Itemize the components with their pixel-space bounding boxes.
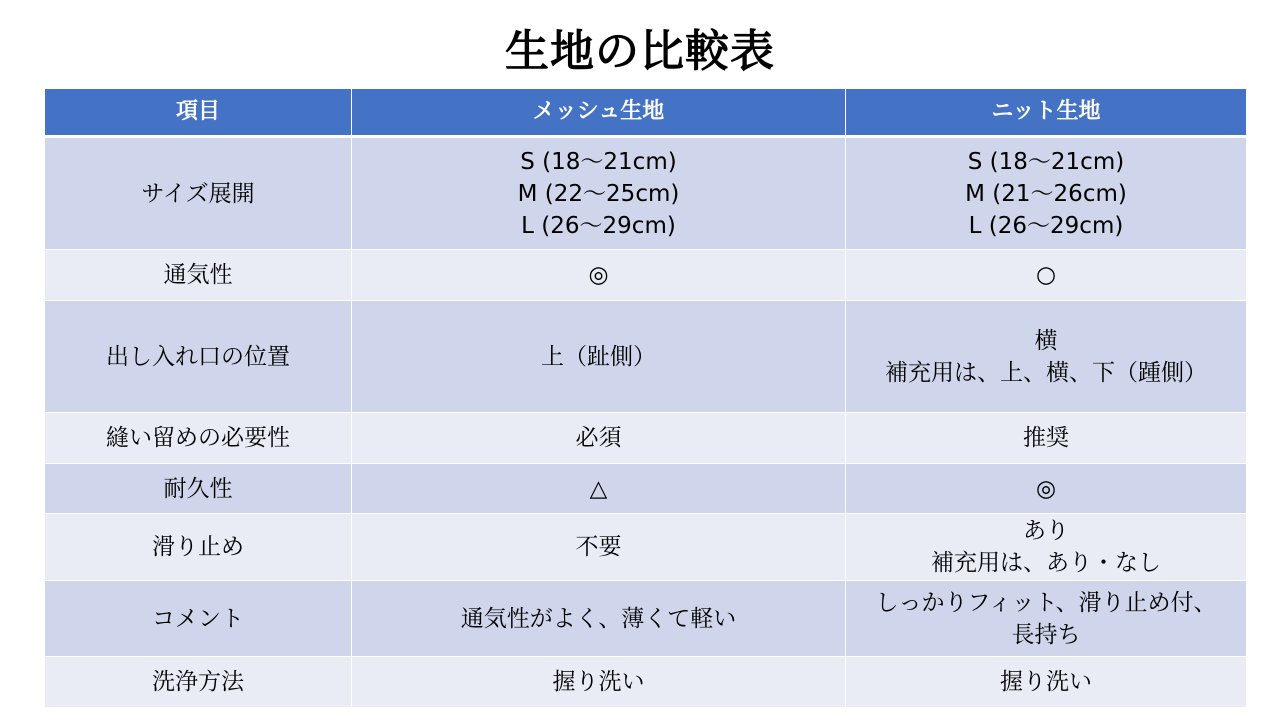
row-label: 縫い留めの必要性 <box>45 413 352 464</box>
knit-cell <box>846 301 1247 413</box>
row-label: 洗浄方法 <box>45 657 352 708</box>
table-row-durability <box>45 464 1247 514</box>
cell-line: 補充用は、あり・なし <box>931 550 1161 576</box>
cell-line: △ <box>589 475 608 502</box>
knit-cell <box>846 413 1247 464</box>
table-row-stitching <box>45 413 1247 464</box>
cell-line: 横 <box>1034 327 1058 354</box>
comparison-table <box>44 88 1247 708</box>
row-label: 滑り止め <box>45 514 352 581</box>
cell-line: S (18～21cm) <box>967 148 1125 175</box>
cell-line: 補充用は、上、横、下（踵側） <box>885 359 1207 386</box>
mesh-cell <box>352 657 846 708</box>
cell-line: あり <box>1023 518 1069 544</box>
cell-line: L (26～29cm) <box>521 212 676 239</box>
cell-line: S (18～21cm) <box>520 148 677 175</box>
knit-cell <box>846 137 1247 250</box>
mesh-cell <box>352 301 846 413</box>
table-row-opening <box>45 301 1247 413</box>
cell-line: 推奨 <box>1023 425 1069 451</box>
mesh-cell <box>352 514 846 581</box>
mesh-cell <box>352 250 846 301</box>
table-row-antislip <box>45 514 1247 581</box>
mesh-cell <box>352 464 846 514</box>
knit-cell <box>846 657 1247 708</box>
cell-line: M (21～26cm) <box>965 180 1127 207</box>
cell-line: L (26～29cm) <box>968 212 1124 239</box>
row-label: 耐久性 <box>45 464 352 514</box>
table-row-breathability <box>45 250 1247 301</box>
row-label: 出し入れ口の位置 <box>45 301 352 413</box>
page-title: 生地の比較表 <box>505 26 775 77</box>
cell-line: 不要 <box>575 534 622 560</box>
cell-line: 長持ち <box>1011 621 1081 648</box>
cell-line: 握り洗い <box>552 669 645 695</box>
cell-line: 必須 <box>575 425 622 451</box>
cell-line: ◎ <box>1035 475 1057 502</box>
knit-cell <box>846 581 1247 657</box>
header-knit: ニット生地 <box>846 89 1247 137</box>
row-label: サイズ展開 <box>45 137 352 250</box>
cell-line: 握り洗い <box>1000 669 1092 695</box>
table-header-row <box>45 89 1247 137</box>
cell-line: 上（趾側） <box>541 343 656 370</box>
table-row-washing <box>45 657 1247 708</box>
mesh-cell <box>352 137 846 250</box>
knit-cell <box>846 464 1247 514</box>
header-mesh: メッシュ生地 <box>352 89 846 137</box>
row-label: 通気性 <box>45 250 352 301</box>
cell-line: ○ <box>1035 262 1057 288</box>
cell-line: 通気性がよく、薄くて軽い <box>460 605 737 632</box>
cell-line: ◎ <box>588 262 609 288</box>
knit-cell <box>846 514 1247 581</box>
table-row-comment <box>45 581 1247 657</box>
table-row-size <box>45 137 1247 250</box>
knit-cell <box>846 250 1247 301</box>
cell-line: M (22～25cm) <box>517 180 680 207</box>
mesh-cell <box>352 413 846 464</box>
mesh-cell <box>352 581 846 657</box>
cell-line: しっかりフィット、滑り止め付、 <box>875 589 1217 616</box>
header-item: 項目 <box>45 89 352 137</box>
row-label: コメント <box>45 581 352 657</box>
